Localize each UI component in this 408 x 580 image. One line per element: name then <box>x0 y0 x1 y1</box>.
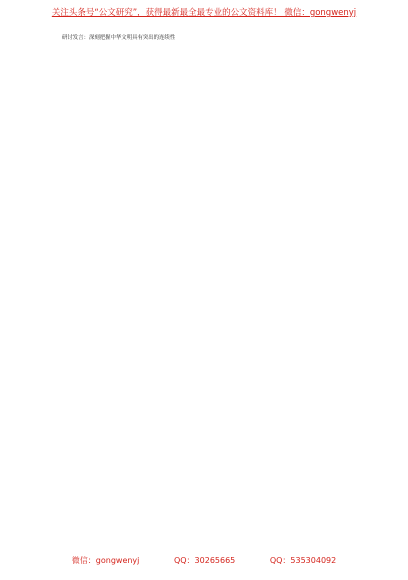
footer-qq: QQ：30265665 <box>173 556 236 565</box>
header-banner-text[interactable]: 关注头条号“公文研究”，获得最新最全最专业的公文资料库！ 微信：gongwenyj <box>51 8 357 18</box>
article-body <box>62 34 348 534</box>
footer-contact <box>0 556 408 566</box>
header-banner[interactable] <box>0 8 408 19</box>
footer-wechat: 微信：gongwenyj <box>71 556 140 565</box>
footer-qq-group: QQ：535304092 <box>269 556 337 565</box>
article-title: 研讨发言：深刻把握中华文明具有突出的连续性 <box>62 35 176 41</box>
